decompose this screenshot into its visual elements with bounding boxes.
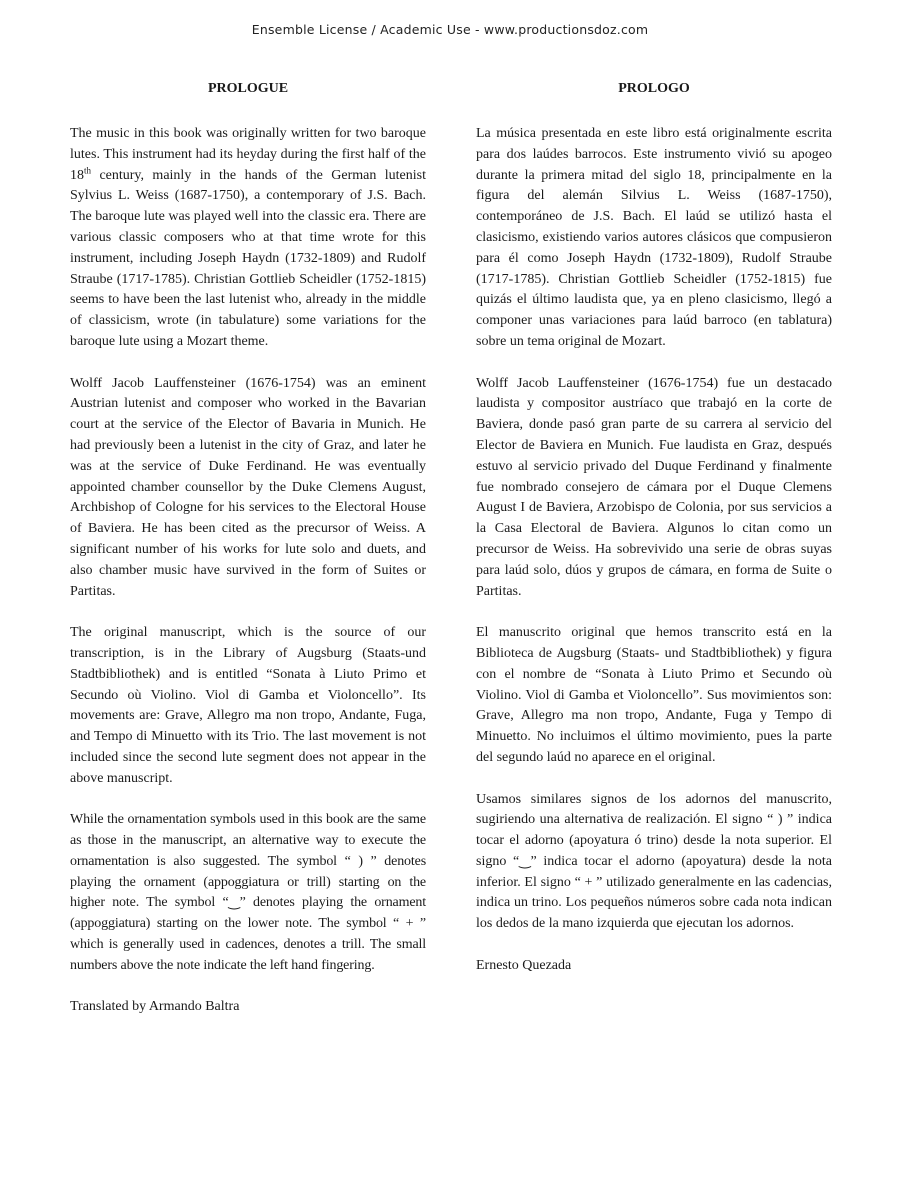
english-column: [70, 80, 426, 1039]
english-p1-superscript: th: [84, 164, 92, 175]
prologue-title: PROLOGUE: [207, 81, 289, 96]
english-paragraph-4: While the ornamentation symbols used in this book are the same as those in the manuscript, an alternative way to execute the ornamentation is also suggested. The symbol “ ) ” denotes playing the ornament (appoggiatura or trill) starting on the higher note. The symbol “‿” denotes playing the ornament (appoggiatura) starting on the lower note. The symbol “ + ” which is generally used in cadences, denotes a trill. The small numbers above the note indicate the left hand fingering.: [70, 812, 426, 973]
spanish-paragraph-2: Wolff Jacob Lauffensteiner (1676-1754) fue un destacado laudista y compositor austríaco que trabajó en la corte de Baviera, donde pasó gran parte de su carrera al servicio del Elector de Baviera en Munich. Fue laudista en Graz, después estuvo al servicio privado del Duque Ferdinand y finalmente fue nombrado consejero de cámara por el Duque Clemens August I de Baviera, Arzobispo de Colonia, por sus servicios a la Casa Electoral de Baviera. Algunos lo citan como un precursor de Weiss. Ha sobrevivido una serie de obras suyas para laúd solo, dúos y grupos de cámara, en forma de Suite o Partitas.: [476, 375, 832, 599]
translator-credit: Translated by Armando Baltra: [70, 999, 240, 1015]
prologo-title: PROLOGO: [618, 81, 690, 96]
english-paragraph-2: Wolff Jacob Lauffensteiner (1676-1754) was an eminent Austrian lutenist and composer who worked in the Bavarian court at the service of the Elector of Bavaria in Munich. He had previously been a lutenist in the city of Graz, and later he was at the service of Duke Ferdinand. He was eventually appointed chamber counsellor by the Duke Clemens August, Archbishop of Cologne for his services to the Electoral House of Baviera. He has been cited as the precursor of Weiss. A significant number of his works for lute solo and duets, and also chamber music have survived in the form of Suites or Partitas.: [70, 375, 426, 599]
author-signature: Ernesto Quezada: [476, 957, 572, 973]
license-header: Ensemble License / Academic Use - www.productionsdoz.com: [251, 22, 649, 37]
english-p1-text-a: The music in this book was originally written for two baroque lutes. This instrument had its heyday during the first half of the 18: [70, 126, 426, 183]
spanish-paragraph-1: La música presentada en este libro está originalmente escrita para dos laúdes barrocos. Este instrumento vivió su apogeo durante la primera mitad del siglo 18, principalmente en la figura del alemán Silvius L. Weiss (1687-1750), contemporáneo de J.S. Bach. El laúd se utilizó hasta el clasicismo, existiendo varios autores clásicos que compusieron para él como Joseph Haydn (1732-1809), Rudolf Straube (1717-1785). Christian Gottlieb Scheidler (1752-1815) fue quizás el último laudista que, ya en pleno clasicismo, llegó a componer unas variaciones para laúd barroco (en tablatura) sobre un tema original de Mozart.: [476, 126, 832, 349]
english-p1-text-b: century, mainly in the hands of the German lutenist Sylvius L. Weiss (1687-1750), a contemporary of J.S. Bach. The baroque lute was played well into the classic era. There are various classic composers who at that time wrote for this instrument, including Joseph Haydn (1732-1809) and Rudolf Straube (1717-1785). Christian Gottlieb Scheidler (1752-1815) seems to have been the last lutenist who, already in the middle of classicism, wrote (in tabulature) some variations for the baroque lute using a Mozart theme.: [70, 167, 426, 349]
spanish-column: [476, 80, 832, 997]
spanish-paragraph-3: El manuscrito original que hemos transcrito está en la Biblioteca de Augsburg (Staats- und Stadtbibliothek) y figura con el nombre de “Sonata à Liuto Primo et Secundo où Violino. Viol di Gamba et Violoncello”. Sus movimientos son: Grave, Allegro ma non tropo, Andante, Fuga y Tempo di Minuetto. No incluimos el último movimiento, pues la parte del segundo laúd no aparece en el original.: [476, 625, 832, 765]
english-paragraph-1: [70, 124, 426, 353]
english-paragraph-3: The original manuscript, which is the source of our transcription, is in the Library of Augsburg (Staats-und Stadtbibliothek) and is entitled “Sonata à Liuto Primo et Secundo où Violino. Viol di Gamba et Violoncello”. Its movements are: Grave, Allegro ma non tropo, Andante, Fuga, and Tempo di Minuetto with its Trio. The last movement is not included since the second lute segment does not appear in the above manuscript.: [70, 625, 426, 786]
spanish-paragraph-4: Usamos similares signos de los adornos del manuscrito, sugiriendo una alternativa de realización. El signo “ ) ” indica tocar el adorno (apoyatura ó trino) desde la nota superior. El signo “‿” indica tocar el adorno (apoyatura) desde la nota inferior. El signo “ + ” utilizado generalmente en las cadencias, indica un trino. Los pequeños números sobre cada nota indican los dedos de la mano izquierda que ejecutan los adornos.: [476, 791, 832, 932]
